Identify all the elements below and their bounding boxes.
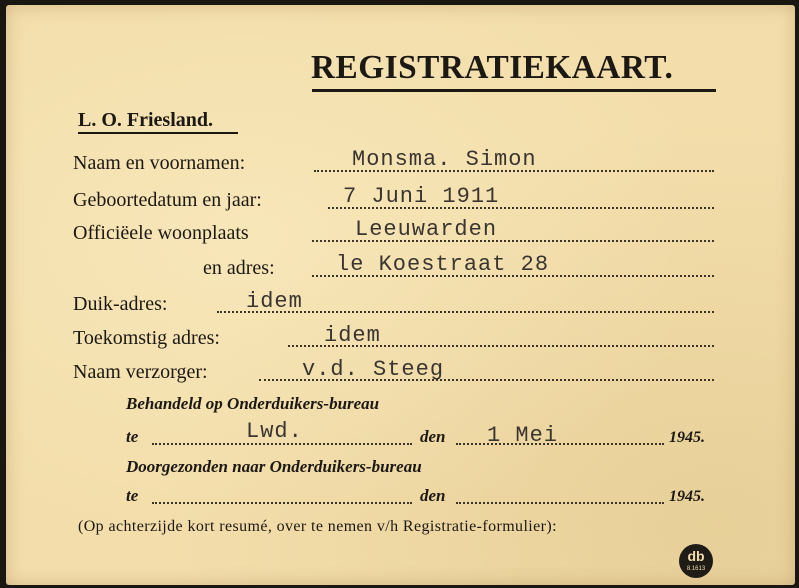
value-adres: le Koestraat 28 (336, 252, 550, 277)
label-geboortedatum: Geboortedatum en jaar: (73, 189, 262, 211)
registration-card (6, 5, 795, 585)
label-toekomstig-adres: Toekomstig adres: (73, 327, 220, 349)
label-behandeld-te: te (126, 427, 139, 446)
label-woonplaats: Officiëele woonplaats (73, 222, 249, 244)
stamp-number: 8.1613 (686, 566, 706, 572)
label-doorgezonden-den: den (420, 486, 446, 505)
label-behandeld-den: den (420, 427, 446, 446)
footer-note: (Op achterzijde kort resumé, over te nemen v/h Registratie-formulier): (78, 518, 557, 535)
value-duik-adres: idem (246, 289, 303, 314)
heading-behandeld: Behandeld op Onderduikers-bureau (126, 394, 380, 413)
dotted-line-doorgezonden-den (456, 502, 664, 504)
label-naam: Naam en voornamen: (73, 152, 246, 174)
stamp-text: db (687, 548, 705, 564)
value-behandeld-den: 1 Mei (487, 423, 559, 448)
label-duik-adres: Duik-adres: (73, 293, 168, 315)
heading-doorgezonden: Doorgezonden naar Onderduikers-bureau (126, 457, 422, 476)
value-naam-verzorger: v.d. Steeg (302, 357, 445, 382)
label-doorgezonden-te: te (126, 486, 139, 505)
year-doorgezonden: 1945. (669, 488, 705, 505)
card-title: REGISTRATIEKAART. (311, 49, 674, 86)
db-stamp-logo (679, 544, 713, 578)
dotted-line-doorgezonden-te (152, 502, 412, 504)
title-underline (312, 89, 716, 92)
label-adres: en adres: (203, 257, 275, 279)
value-toekomstig-adres: idem (324, 323, 381, 348)
value-behandeld-te: Lwd. (246, 419, 303, 444)
label-naam-verzorger: Naam verzorger: (73, 361, 208, 383)
value-woonplaats: Leeuwarden (355, 217, 498, 242)
value-geboortedatum: 7 Juni 1911 (343, 184, 500, 209)
organization-name: L. O. Friesland. (78, 109, 214, 131)
organization-underline (78, 132, 238, 134)
year-behandeld: 1945. (669, 429, 705, 446)
value-naam: Monsma. Simon (352, 147, 537, 172)
